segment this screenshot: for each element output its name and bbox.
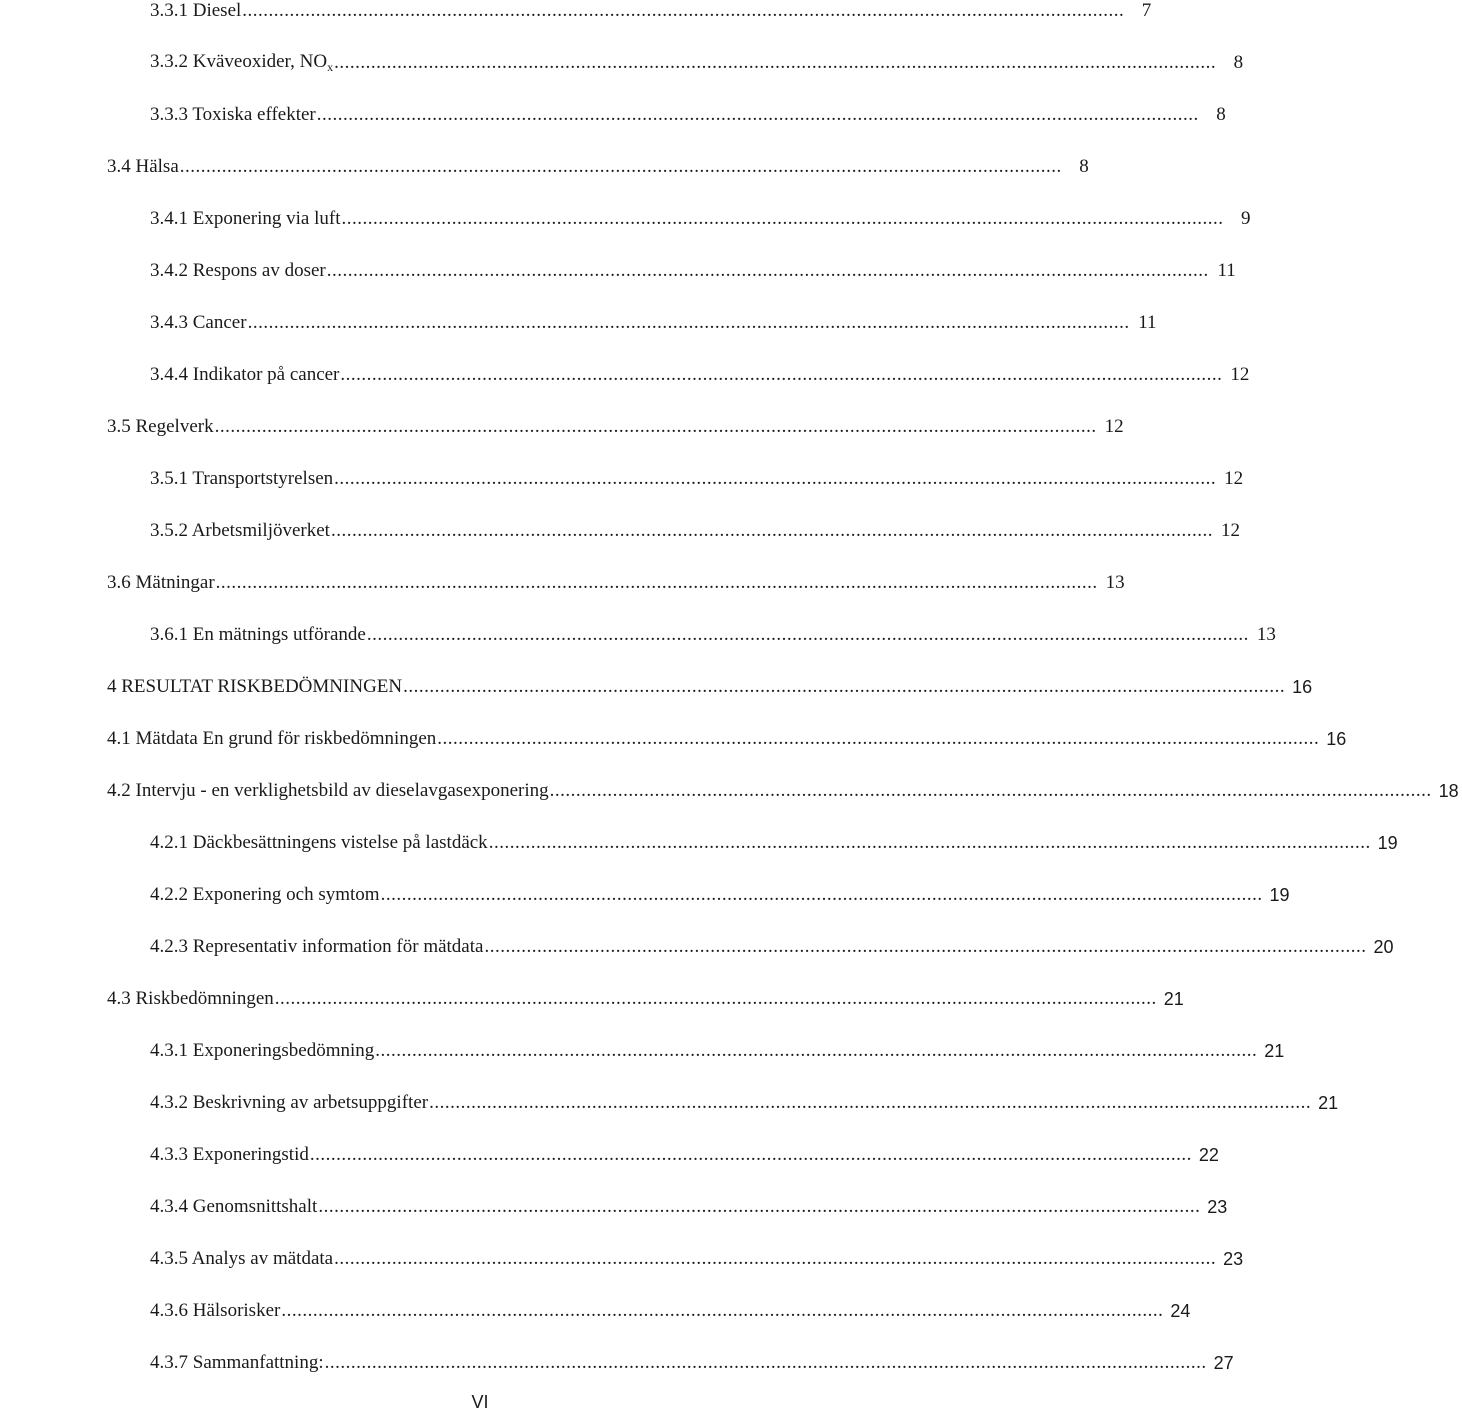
toc-entry-label: 3.4.3 Cancer: [150, 312, 247, 333]
toc-entry-label: 4.2.3 Representativ information för mätdata: [150, 936, 484, 957]
toc-entry-label: 3.5.2 Arbetsmiljöverket: [150, 520, 330, 541]
dot-leader: ........................................................................................................................................................................: [380, 884, 1263, 905]
toc-entry-page: 7: [1141, 0, 1152, 21]
toc-entry-label: 4.2.2 Exponering och symtom: [150, 884, 380, 905]
dot-leader: ........................................................................................................................................................................: [318, 1196, 1201, 1217]
toc-entry-page: 24: [1170, 1301, 1191, 1321]
toc-entry-label: 3.4.2 Respons av doser: [150, 260, 326, 281]
toc-entry[interactable]: [107, 668, 1313, 698]
toc-entry-page: 12: [1104, 416, 1124, 437]
toc-entry-page: 12: [1230, 364, 1250, 385]
toc-entry[interactable]: [150, 1292, 1191, 1322]
toc-entry-label: 4.3.4 Genomsnittshalt: [150, 1196, 318, 1217]
toc-entry-page: 22: [1198, 1145, 1219, 1165]
toc-entry[interactable]: [150, 96, 1226, 126]
dot-leader: ........................................................................................................................................................................: [334, 468, 1217, 489]
toc-entry-label: 3.6.1 En mätnings utförande: [150, 624, 366, 645]
toc-entry-label-subscript: x: [327, 60, 334, 74]
dot-leader: ........................................................................................................................................................................: [488, 832, 1371, 853]
dot-leader: ........................................................................................................................................................................: [366, 624, 1249, 645]
toc-entry-page: 8: [1233, 52, 1244, 73]
toc-entry[interactable]: [107, 720, 1347, 750]
toc-entry[interactable]: [107, 980, 1184, 1010]
toc-entry-label: 4.2 Intervju - en verklighetsbild av dieselavgasexponering: [107, 780, 549, 801]
toc-entry-label: 4.3.7 Sammanfattning:: [150, 1352, 324, 1373]
toc-entry-label: 4.1 Mätdata En grund för riskbedömningen: [107, 728, 437, 749]
toc-entry-page: 21: [1264, 1041, 1285, 1061]
toc-entry[interactable]: [150, 1084, 1339, 1114]
toc-entry[interactable]: [150, 1344, 1234, 1374]
toc-entry-page: 20: [1373, 937, 1394, 957]
toc-entry[interactable]: [107, 564, 1125, 594]
toc-entry-page: 18: [1438, 781, 1459, 801]
dot-leader: ........................................................................................................................................................................: [316, 104, 1199, 125]
toc-entry[interactable]: [150, 876, 1290, 906]
toc-entry[interactable]: [150, 512, 1240, 542]
page-number: VI: [471, 1392, 489, 1412]
toc-entry[interactable]: [150, 0, 1152, 22]
dot-leader: ........................................................................................................................................................................: [324, 1352, 1207, 1373]
toc-entry-label: 3.4.4 Indikator på cancer: [150, 364, 340, 385]
dot-leader: ........................................................................................................................................................................: [281, 1300, 1164, 1321]
toc-entry-page: 11: [1138, 312, 1157, 333]
toc-entry-label: 4 RESULTAT RISKBEDÖMNINGEN: [107, 676, 403, 697]
toc-entry[interactable]: [107, 408, 1124, 438]
toc-entry-label: 3.6 Mätningar: [107, 572, 215, 593]
toc-entry[interactable]: [107, 772, 1459, 802]
toc-entry[interactable]: [150, 928, 1394, 958]
toc-entry[interactable]: [150, 1136, 1219, 1166]
toc-entry-page: 16: [1292, 677, 1313, 697]
toc-entry-label: 4.3.3 Exponeringstid: [150, 1144, 309, 1165]
toc-entry-page: 11: [1217, 260, 1236, 281]
dot-leader: ........................................................................................................................................................................: [214, 416, 1097, 437]
dot-leader: ........................................................................................................................................................................: [215, 572, 1098, 593]
toc-entry-label: 4.2.1 Däckbesättningens vistelse på lastdäck: [150, 832, 488, 853]
dot-leader: ........................................................................................................................................................................: [309, 1144, 1192, 1165]
toc-entry-page: 12: [1220, 520, 1240, 541]
toc-entry[interactable]: [107, 148, 1089, 178]
toc-entry[interactable]: [150, 1188, 1228, 1218]
toc-entry-label: 4.3 Riskbedömningen: [107, 988, 274, 1009]
dot-leader: ........................................................................................................................................................................: [341, 208, 1224, 229]
dot-leader: ........................................................................................................................................................................: [403, 676, 1286, 697]
toc-entry[interactable]: [150, 1240, 1244, 1270]
dot-leader: ........................................................................................................................................................................: [274, 988, 1157, 1009]
toc-entry-page: 21: [1163, 989, 1184, 1009]
dot-leader: ........................................................................................................................................................................: [247, 312, 1130, 333]
toc-entry[interactable]: [150, 304, 1157, 334]
dot-leader: ........................................................................................................................................................................: [242, 0, 1125, 21]
toc-entry[interactable]: [150, 616, 1276, 646]
dot-leader: ........................................................................................................................................................................: [179, 156, 1062, 177]
toc-entry-page: 8: [1216, 104, 1226, 125]
toc-entry-label: 3.4.1 Exponering via luft: [150, 208, 341, 229]
toc-entry-page: 21: [1318, 1093, 1339, 1113]
toc-entry[interactable]: [150, 44, 1244, 74]
toc-entry-page: 12: [1224, 468, 1244, 489]
toc-entry-label: [150, 51, 333, 74]
dot-leader: ........................................................................................................................................................................: [334, 52, 1217, 73]
dot-leader: ........................................................................................................................................................................: [429, 1092, 1312, 1113]
dot-leader: ........................................................................................................................................................................: [330, 520, 1213, 541]
toc-entry-label: 4.3.5 Analys av mätdata: [150, 1248, 334, 1269]
toc-entry-label: 3.3.3 Toxiska effekter: [150, 104, 316, 125]
toc-entry-label: 4.3.1 Exponeringsbedömning: [150, 1040, 375, 1061]
toc-entry-label: 3.4 Hälsa: [107, 156, 179, 177]
dot-leader: ........................................................................................................................................................................: [375, 1040, 1258, 1061]
toc-entry-page: 13: [1105, 572, 1125, 593]
toc-entry-label: 3.5 Regelverk: [107, 416, 214, 437]
dot-leader: ........................................................................................................................................................................: [334, 1248, 1217, 1269]
toc-entry-page: 9: [1241, 208, 1251, 229]
toc-entry-label: 4.3.6 Hälsorisker: [150, 1300, 281, 1321]
dot-leader: ........................................................................................................................................................................: [437, 728, 1320, 749]
toc-entry-page: 23: [1223, 1249, 1244, 1269]
toc-entry[interactable]: [150, 200, 1251, 230]
toc-entry-page: 27: [1213, 1353, 1234, 1373]
toc-entry[interactable]: [150, 460, 1244, 490]
toc-entry-page: 19: [1269, 885, 1290, 905]
toc-entry[interactable]: [150, 824, 1398, 854]
toc-entry-label: 3.5.1 Transportstyrelsen: [150, 468, 334, 489]
toc-entry[interactable]: [150, 356, 1250, 386]
toc-entry-page: 8: [1079, 156, 1089, 177]
toc-entry-label-main: 3.3.2 Kväveoxider, NO: [150, 51, 328, 72]
toc-entry-page: 13: [1256, 624, 1276, 645]
toc-entry-page: 16: [1326, 729, 1347, 749]
toc-entry-page: 23: [1207, 1197, 1228, 1217]
dot-leader: ........................................................................................................................................................................: [484, 936, 1367, 957]
dot-leader: ........................................................................................................................................................................: [549, 780, 1432, 801]
toc-entry-page: 19: [1377, 833, 1398, 853]
toc-entry-label: 4.3.2 Beskrivning av arbetsuppgifter: [150, 1092, 429, 1113]
toc-entry[interactable]: [150, 1032, 1285, 1062]
dot-leader: ........................................................................................................................................................................: [326, 260, 1209, 281]
toc-entry[interactable]: [150, 252, 1236, 282]
dot-leader: ........................................................................................................................................................................: [340, 364, 1223, 385]
toc-entry-label: 3.3.1 Diesel: [150, 0, 242, 21]
